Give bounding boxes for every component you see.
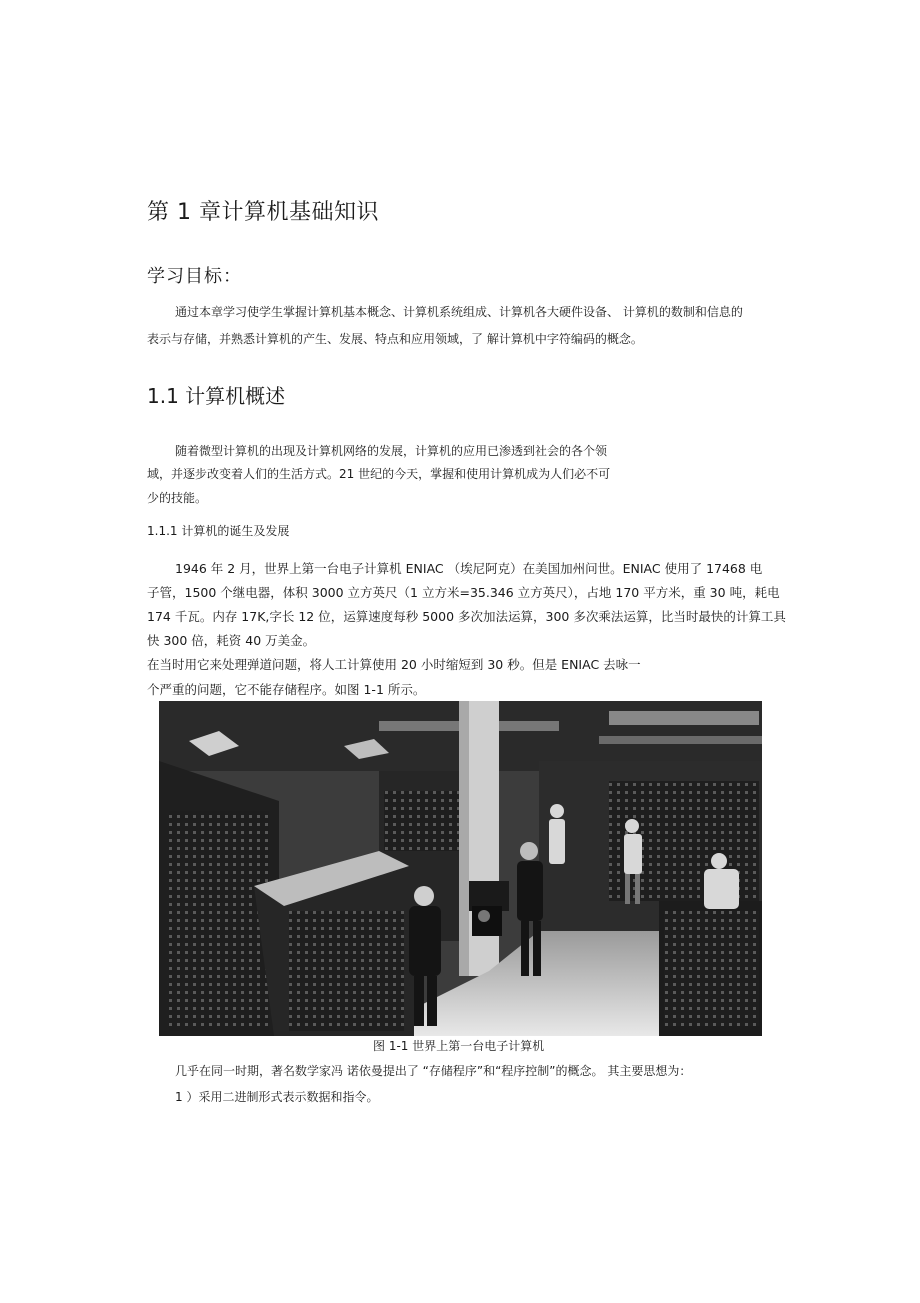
eniac-para-line-2: 子管，1500 个继电器，体积 3000 立方英尺（1 立方米=35.346 立方英尺），占地 170 平方米，重 30 吨，耗电	[147, 585, 780, 600]
objectives-line-2: 表示与存储，并熟悉计算机的产生、发展、特点和应用领域，了 解计算机中字符编码的概念。	[147, 332, 643, 346]
section-para-line-1: 随着微型计算机的出现及计算机网络的发展，计算机的应用已渗透到社会的各个领	[175, 444, 608, 458]
section-para-line-3: 少的技能。	[147, 491, 208, 505]
objectives-line-1: 通过本章学习使学生掌握计算机基本概念、计算机系统组成、计算机各大硬件设备、 计算机的数制和信息的	[175, 305, 743, 319]
eniac-para-line-1: 1946 年 2 月，世界上第一台电子计算机 ENIAC （埃尼阿克）在美国加州问世。ENIAC 使用了 17468 电	[175, 561, 763, 576]
eniac-para2-line-1: 在当时用它来处理弹道问题，将人工计算使用 20 小时缩短到 30 秒。但是 ENIAC 去咏一	[147, 657, 641, 672]
eniac-photo	[159, 701, 762, 1036]
chapter-title: 第 1 章计算机基础知识	[147, 200, 379, 225]
section-para-line-2: 域，并逐步改变着人们的生活方式。21 世纪的今天，掌握和使用计算机成为人们必不可	[147, 467, 611, 481]
figure-caption: 图 1-1 世界上第一台电子计算机	[373, 1039, 545, 1053]
objectives-heading: 学习目标：	[147, 266, 242, 287]
eniac-para2-line-2: 个严重的问题，它不能存储程序。如图 1-1 所示。	[147, 682, 426, 697]
after-line-1: 几乎在同一时期，著名数学家冯 诺依曼提出了 “存储程序”和“程序控制”的概念。 其主要思想为：	[175, 1064, 692, 1078]
subsection-heading: 1.1.1 计算机的诞生及发展	[147, 524, 290, 538]
eniac-para-line-3: 174 千瓦。内存 17K,字长 12 位，运算速度每秒 5000 多次加法运算，300 多次乘法运算，比当时最快的计算工具	[147, 609, 786, 624]
eniac-para-line-4: 快 300 倍，耗资 40 万美金。	[147, 633, 316, 648]
after-line-2: 1 ）采用二进制形式表示数据和指令。	[175, 1090, 379, 1104]
section-heading: 1.1 计算机概述	[147, 384, 286, 408]
